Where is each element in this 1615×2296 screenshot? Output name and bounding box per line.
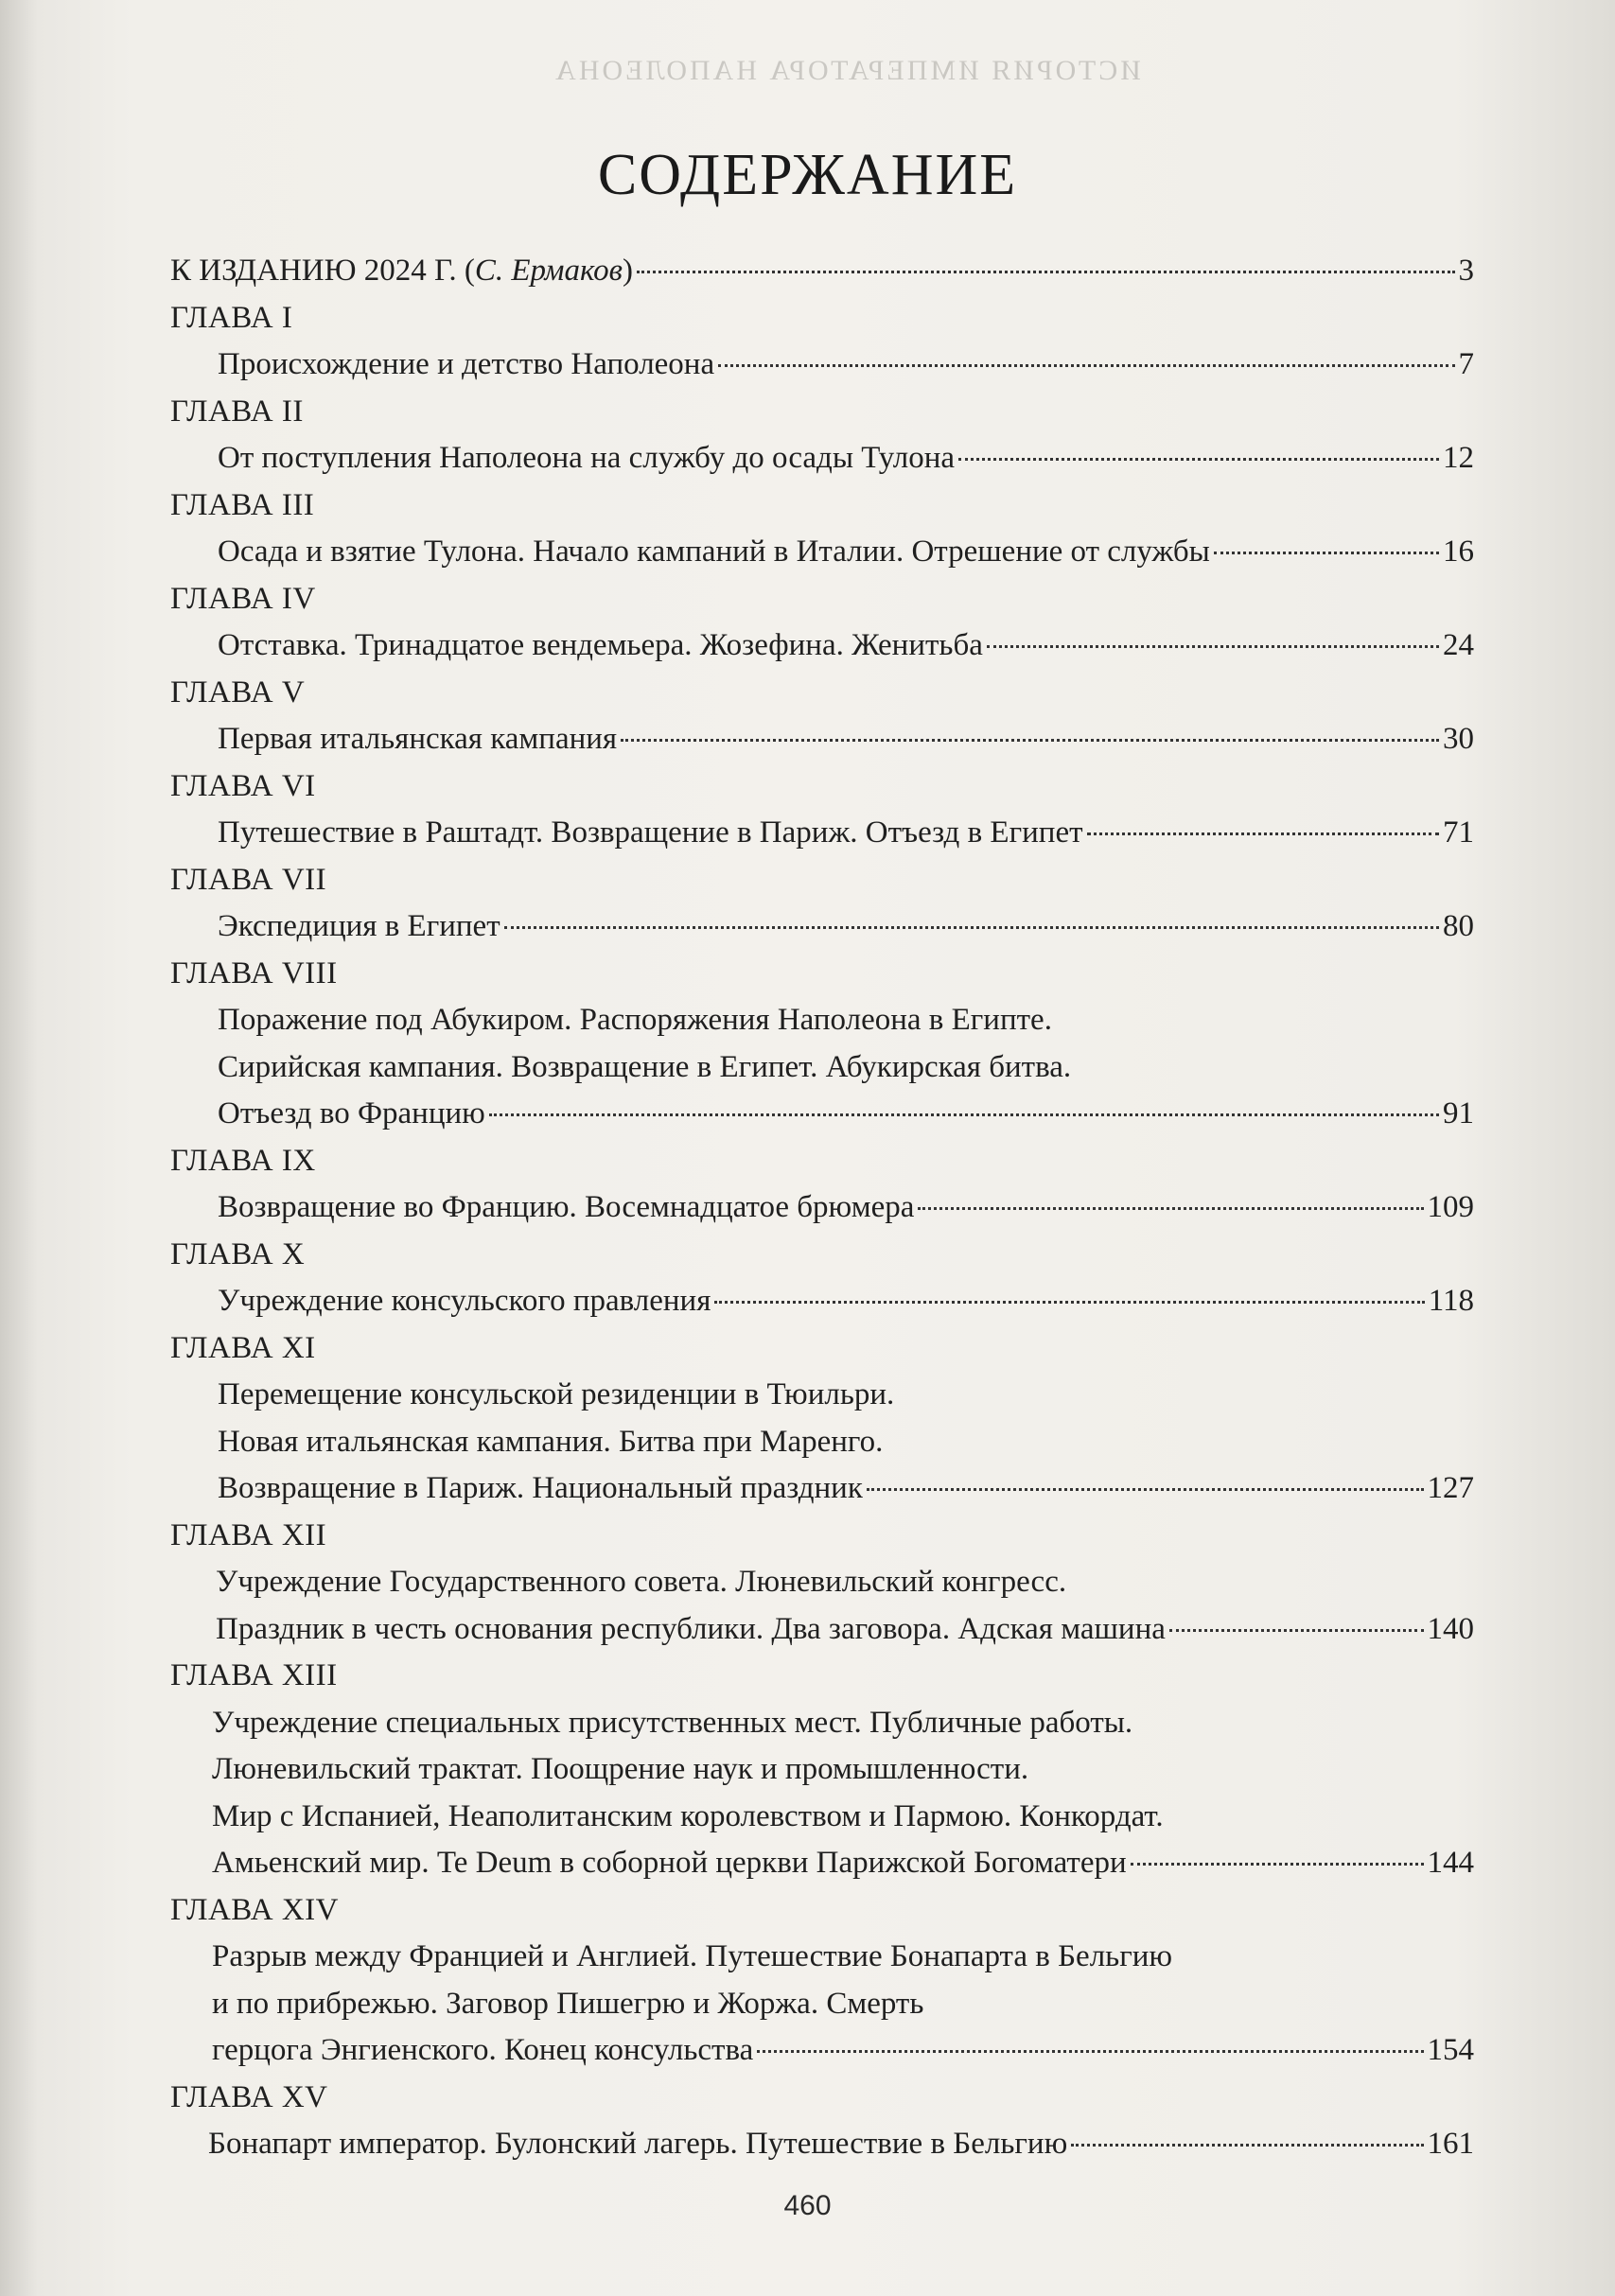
dot-leader xyxy=(637,271,1455,273)
chapter-description-line xyxy=(170,1981,1474,2028)
toc-entry-label: Перемещение консульской резиденции в Тюильри. xyxy=(218,1377,895,1411)
chapter-heading: ГЛАВА VIII xyxy=(170,955,338,990)
chapter-heading: ГЛАВА V xyxy=(170,675,306,710)
page-number: 71 xyxy=(1443,815,1474,850)
chapter-description-line xyxy=(170,1794,1474,1841)
toc-entry-label: Экспедиция в Египет xyxy=(218,909,500,943)
chapter-heading: ГЛАВА II xyxy=(170,394,304,429)
page-number: 140 xyxy=(1427,1611,1474,1646)
toc-entry-label: Учреждение консульского правления xyxy=(218,1284,711,1318)
page-number: 12 xyxy=(1443,441,1474,475)
chapter-description-line xyxy=(170,2027,1474,2075)
toc-intro-entry xyxy=(170,248,1474,295)
toc-entry-label: Возвращение в Париж. Национальный праздник xyxy=(218,1471,863,1505)
toc-entry-label: Новая итальянская кампания. Битва при Маренго. xyxy=(218,1424,884,1459)
page-title: СОДЕРЖАНИЕ xyxy=(597,143,1018,207)
chapter-heading: ГЛАВА I xyxy=(170,300,293,335)
dot-leader xyxy=(958,458,1439,461)
chapter-description-line xyxy=(170,342,1474,389)
dot-leader xyxy=(1214,552,1439,554)
show-through-running-head: ИСТОРИЯ ИМПЕРАТОРА НАПОЛЕОНА xyxy=(553,55,1141,86)
page-number: 16 xyxy=(1443,535,1474,569)
chapter-description-line xyxy=(170,1746,1474,1794)
author-name: С. Ермаков xyxy=(474,254,623,288)
chapter-heading: ГЛАВА IV xyxy=(170,581,316,616)
dot-leader xyxy=(489,1113,1439,1116)
chapter-description-line xyxy=(170,435,1474,482)
chapter-heading: ГЛАВА XV xyxy=(170,2079,328,2114)
page-number: 3 xyxy=(1458,254,1474,288)
table-of-contents xyxy=(170,248,1474,2168)
page-number: 30 xyxy=(1443,722,1474,756)
dot-leader xyxy=(987,645,1439,648)
chapter-description-line xyxy=(170,1559,1474,1606)
toc-entry-label: Поражение под Абукиром. Распоряжения Наполеона в Египте. xyxy=(218,1003,1052,1037)
chapter-description-line xyxy=(170,622,1474,670)
chapter-description-line xyxy=(170,903,1474,951)
page-number: 91 xyxy=(1443,1096,1474,1130)
toc-entry-label: Бонапарт император. Булонский лагерь. Путешествие в Бельгию xyxy=(208,2127,1068,2161)
toc-entry-label: Возвращение во Францию. Восемнадцатое брюмера xyxy=(218,1190,915,1224)
page-number: 24 xyxy=(1443,628,1474,662)
toc-entry-label: Осада и взятие Тулона. Начало кампаний в Италии. Отрешение от службы xyxy=(218,535,1210,569)
chapter-description-line xyxy=(170,1372,1474,1419)
chapter-heading: ГЛАВА XIII xyxy=(170,1658,338,1692)
toc-entry-label: Происхождение и детство Наполеона xyxy=(218,347,715,381)
chapter-heading: ГЛАВА X xyxy=(170,1236,306,1271)
chapter-description-line xyxy=(170,1278,1474,1325)
dot-leader xyxy=(718,364,1454,367)
page-number: 80 xyxy=(1443,909,1474,943)
page-number: 144 xyxy=(1427,1846,1474,1880)
page-number: 154 xyxy=(1427,2033,1474,2067)
toc-entry-label: Амьенский мир. Te Deum в соборной церкви Парижской Богоматери xyxy=(212,1846,1127,1880)
dot-leader xyxy=(714,1301,1424,1304)
chapter-description-line xyxy=(170,1419,1474,1466)
toc-entry-label: Праздник в честь основания республики. Два заговора. Адская машина xyxy=(216,1611,1166,1646)
chapter-description-line xyxy=(170,1044,1474,1092)
chapter-heading: ГЛАВА IX xyxy=(170,1143,316,1178)
toc-entry-label: герцога Энгиенского. Конец консульства xyxy=(212,2033,754,2067)
dot-leader xyxy=(1071,2144,1423,2147)
toc-entry-label: Мир с Испанией, Неаполитанским королевством и Пармою. Конкордат. xyxy=(212,1798,1164,1833)
toc-entry-label: Учреждение специальных присутственных мест. Публичные работы. xyxy=(212,1705,1133,1740)
chapter-description-line xyxy=(170,1934,1474,1981)
chapter-description-line xyxy=(170,1606,1474,1654)
dot-leader xyxy=(918,1207,1423,1210)
chapter-heading: ГЛАВА XIV xyxy=(170,1892,339,1927)
toc-entry-label: Первая итальянская кампания xyxy=(218,722,618,756)
chapter-heading: ГЛАВА III xyxy=(170,487,315,522)
page-number: 118 xyxy=(1428,1284,1474,1318)
dot-leader xyxy=(1131,1863,1424,1866)
page-number: 161 xyxy=(1427,2127,1474,2161)
chapter-heading: ГЛАВА VI xyxy=(170,768,316,803)
dot-leader xyxy=(757,2050,1423,2053)
chapter-description-line xyxy=(170,1091,1474,1138)
toc-entry-label: Разрыв между Францией и Англией. Путешествие Бонапарта в Бельгию xyxy=(212,1939,1173,1973)
toc-entry-label: Сирийская кампания. Возвращение в Египет. Абукирская битва. xyxy=(218,1049,1072,1084)
chapter-description-line xyxy=(170,1184,1474,1232)
chapter-description-line xyxy=(170,716,1474,763)
chapter-description-line xyxy=(170,810,1474,857)
chapter-description-line xyxy=(170,2121,1474,2168)
toc-entry-label: От поступления Наполеона на службу до осады Тулона xyxy=(218,441,956,475)
toc-entry-label: К ИЗДАНИЮ 2024 Г. (С. Ермаков) xyxy=(170,254,633,288)
dot-leader xyxy=(621,739,1439,742)
dot-leader xyxy=(1087,833,1439,835)
chapter-description-line xyxy=(170,997,1474,1044)
chapter-description-line xyxy=(170,1700,1474,1747)
toc-entry-label: и по прибрежью. Заговор Пишегрю и Жоржа. Смерть xyxy=(212,1986,924,2021)
toc-entry-label: Путешествие в Раштадт. Возвращение в Париж. Отъезд в Египет xyxy=(218,815,1083,850)
chapter-heading: ГЛАВА XII xyxy=(170,1517,327,1552)
dot-leader xyxy=(1169,1629,1424,1632)
folio-page-number: 460 xyxy=(783,2190,832,2221)
chapter-heading: ГЛАВА VII xyxy=(170,862,327,897)
page-number: 109 xyxy=(1427,1190,1474,1224)
chapter-description-line xyxy=(170,1465,1474,1513)
chapter-heading: ГЛАВА XI xyxy=(170,1330,316,1365)
toc-entry-label: Учреждение Государственного совета. Люневильский конгресс. xyxy=(216,1565,1067,1599)
chapter-description-line xyxy=(170,529,1474,576)
page-number: 127 xyxy=(1427,1471,1474,1505)
toc-entry-label: Отставка. Тринадцатое вендемьера. Жозефина. Женитьба xyxy=(218,628,983,662)
toc-entry-label: Люневильский трактат. Поощрение наук и промышленности. xyxy=(212,1752,1029,1786)
dot-leader xyxy=(867,1488,1424,1491)
dot-leader xyxy=(504,926,1439,929)
toc-entry-label: Отъезд во Францию xyxy=(218,1096,485,1130)
page-number: 7 xyxy=(1458,347,1474,381)
chapter-description-line xyxy=(170,1840,1474,1887)
